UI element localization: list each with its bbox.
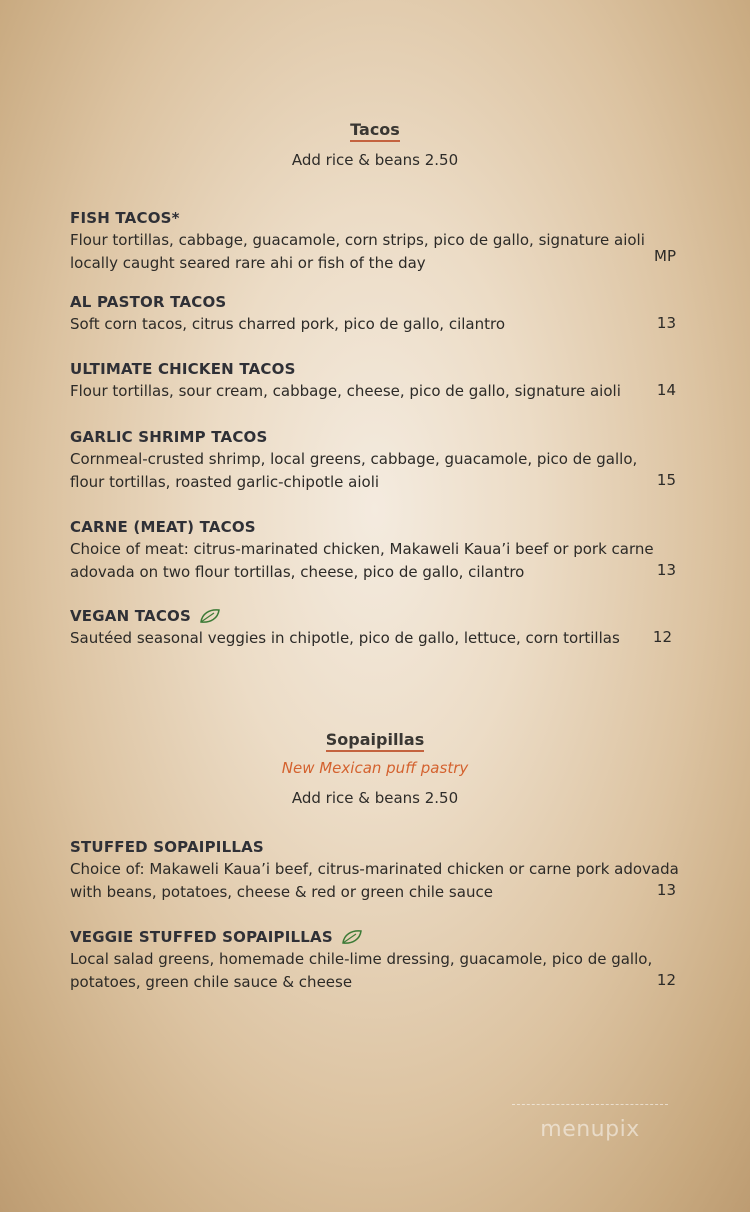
- item-price: 14: [656, 381, 676, 399]
- leaf-icon: [341, 929, 363, 945]
- sopaipillas-tagline: New Mexican puff pastry: [281, 759, 469, 777]
- item-desc-line: potatoes, green chile sauce & cheese: [70, 972, 353, 991]
- menu-item-al-pastor-tacos: [70, 291, 680, 336]
- item-desc-line: with beans, potatoes, cheese & red or green chile sauce: [70, 882, 493, 901]
- menu-item-ultimate-chicken-tacos: [70, 358, 680, 403]
- item-name: STUFFED SOPAIPILLAS: [70, 838, 264, 856]
- tacos-section-title: Tacos: [0, 120, 750, 139]
- item-price: MP: [654, 247, 676, 265]
- item-desc-line: Cornmeal-crusted shrimp, local greens, cabbage, guacamole, pico de gallo,: [70, 450, 638, 468]
- item-name: VEGGIE STUFFED SOPAIPILLAS: [70, 928, 333, 946]
- item-name: FISH TACOS*: [70, 209, 180, 227]
- item-name: VEGAN TACOS: [70, 607, 191, 625]
- item-name: GARLIC SHRIMP TACOS: [70, 428, 268, 446]
- item-name: AL PASTOR TACOS: [70, 293, 227, 311]
- menu-item-fish-tacos: [70, 207, 680, 274]
- item-name-row: [70, 605, 680, 627]
- item-price: 13: [656, 561, 676, 579]
- item-desc-line: Local salad greens, homemade chile-lime dressing, guacamole, pico de gallo,: [70, 950, 653, 968]
- sopaipillas-section-title: Sopaipillas: [0, 730, 750, 749]
- menu-item-veggie-stuffed-sopaipillas: [70, 926, 680, 993]
- item-price: 12: [656, 971, 676, 989]
- item-price: 13: [656, 314, 676, 332]
- item-desc-line: Soft corn tacos, citrus charred pork, pico de gallo, cilantro: [70, 315, 505, 333]
- menu-item-garlic-shrimp-tacos: [70, 426, 680, 493]
- item-price: 13: [656, 881, 676, 899]
- item-desc-line: Choice of: Makaweli Kaua’i beef, citrus-marinated chicken or carne pork adovada: [70, 860, 679, 878]
- item-name: ULTIMATE CHICKEN TACOS: [70, 360, 296, 378]
- sopaipillas-addon: Add rice & beans 2.50: [291, 789, 459, 807]
- item-desc-line: adovada on two flour tortillas, cheese, pico de gallo, cilantro: [70, 562, 525, 581]
- item-desc-line: locally caught seared rare ahi or fish of the day: [70, 253, 426, 272]
- leaf-icon: [199, 608, 221, 624]
- menu-item-carne-tacos: [70, 516, 680, 583]
- item-name: CARNE (MEAT) TACOS: [70, 518, 256, 536]
- item-desc-line: Flour tortillas, cabbage, guacamole, corn strips, pico de gallo, signature aioli: [70, 231, 645, 249]
- item-desc-line: Choice of meat: citrus-marinated chicken, Makaweli Kaua’i beef or pork carne: [70, 540, 654, 558]
- item-desc-line: flour tortillas, roasted garlic-chipotle aioli: [70, 472, 380, 491]
- item-name-row: [70, 926, 680, 948]
- tacos-addon: Add rice & beans 2.50: [291, 151, 459, 169]
- menu-item-vegan-tacos: [70, 605, 680, 650]
- menu-item-stuffed-sopaipillas: [70, 836, 680, 903]
- menupix-watermark: menupix: [512, 1104, 668, 1157]
- item-desc-line: Sautéed seasonal veggies in chipotle, pico de gallo, lettuce, corn tortillas: [70, 629, 620, 647]
- item-price: 15: [656, 471, 676, 489]
- item-price: 12: [652, 628, 672, 646]
- item-desc-line: Flour tortillas, sour cream, cabbage, cheese, pico de gallo, signature aioli: [70, 382, 621, 400]
